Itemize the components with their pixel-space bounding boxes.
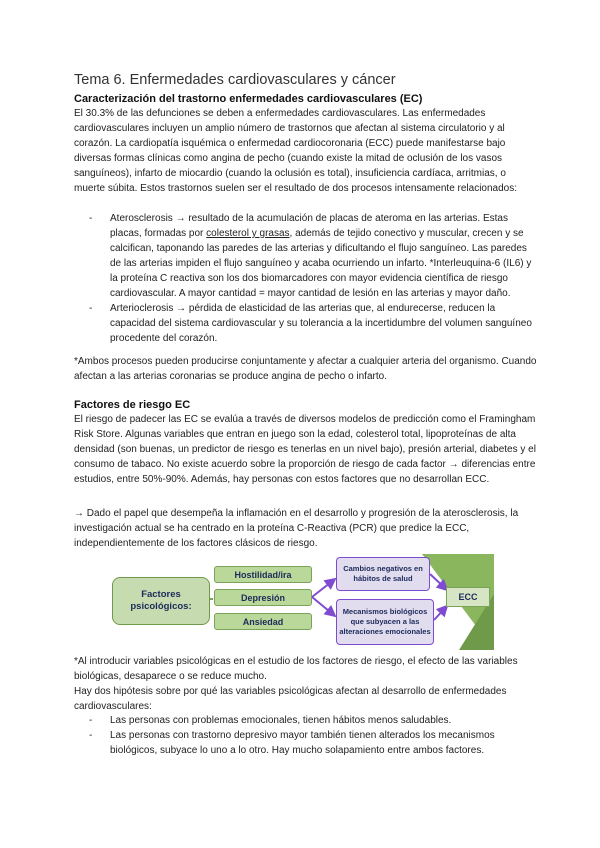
factores-psicologicos-box: Factores psicológicos: [112,577,210,625]
hypothesis-1-text: Las personas con problemas emocionales, tienen hábitos menos saludables. [110,715,452,726]
hypothesis-item-2 [74,728,538,758]
aterosclerosis-text-b: , además de tejido conectivo y muscular, crecen y se calcifican, taponando las paredes de las arterias y dificultando el flujo sanguíneo. Las paredes de las arterias impiden el flujo sanguíneo y acaba ocurriendo un infarto. *Interleuquina-6 (IL6) y la proteína C reactiva son los dos biomarcadores con mayor evidencia científica de riesgo cardiovascular. A mayor cantidad = mayor cantidad de lesión en las arterias y mayor daño. [110,228,532,299]
note-paragraph: *Ambos procesos pueden producirse conjuntamente y afectar a cualquier arteria del organismo. Cuando afectan a las arterias coronarias se produce angina de pecho o infarto. [74,356,537,382]
list-item-arterioclerosis [74,301,538,346]
arrow-to-cambios [312,579,335,597]
colesterol-underlined: colesterol y grasas [206,228,290,239]
hypothesis-2-text: Las personas con trastorno depresivo mayor también tienen alterados los mecanismos biológicos, subyace lo uno a lo otro. Hay mucho solapamiento entre ambos factores. [110,730,495,756]
cambios-negativos-box: Cambios negativos en hábitos de salud [336,557,430,591]
section-heading-factores: Factores de riesgo EC [74,399,191,411]
depresion-box: Depresión [214,589,312,606]
mecanismos-biologicos-box: Mecanismos biológicos que subyacen a las alteraciones emocionales [336,599,434,645]
hypothesis-item-1 [74,713,538,728]
hypotheses-intro-paragraph: Hay dos hipótesis sobre por qué las variables psicológicas afectan al desarrollo de enfermedades cardiovasculares: [74,686,507,712]
hostilidad-box: Hostilidad/ira [214,566,312,583]
arrow-mecanismos-ecc [434,606,447,620]
aterosclerosis-text-a: Aterosclerosis → resultado de la acumulación de placas de ateroma en las arterias. Estas placas, formadas por [110,213,508,239]
intro-paragraph: El 30.3% de las defunciones se deben a enfermedades cardiovasculares. Las enfermedades cardiovasculares incluyen un amplio número de trastornos que afectan al sistema circulatorio y al corazón. La cardiopatía isquémica o enfermedad cardiocoronaria (ECC) puede manifestarse bajo diversas formas clínicas como angina de pecho (cuando existe la mitad de oclusión de los vasos sanguíneos), infarto de miocardio (cuando la oclusión es total), insuficiencia cardíaca, arritmias, o muerte súbita. Estos trastornos suelen ser el resultado de dos procesos intensamente relacionados: [74,108,518,194]
arterioclerosis-text: Arterioclerosis → pérdida de elasticidad de las arterias que, al endurecerse, reducen la capacidad del sistema cardiovascular y su tolerancia a la incertidumbre del volumen sanguíneo procedente del corazón. [110,303,532,344]
section-heading-caracterizacion: Caracterización del trastorno enfermedades cardiovasculares (EC) [74,93,423,105]
ansiedad-box: Ansiedad [214,613,312,630]
variables-note-paragraph: *Al introducir variables psicológicas en el estudio de los factores de riesgo, el efecto de las variables biológicas, desaparece o se reduce mucho. [74,656,518,682]
psychological-factors-diagram [104,554,494,650]
ecc-box: ECC [446,587,490,607]
arrow-to-mecanismos [312,597,335,616]
page-title: Tema 6. Enfermedades cardiovasculares y cáncer [74,72,396,88]
process-list [74,211,538,346]
factores-paragraph: El riesgo de padecer las EC se evalúa a través de diversos modelos de predicción como el Framingham Risk Store. Algunas variables que entran en juego son la edad, colesterol total, lipoproteínas de alta densidad (son buenas, un predictor de riesgo es tenerlas en un nivel bajo), presión arterial, diabetes y el consumo de tabaco. No existe acuerdo sobre la proporción de riesgo de cada factor → diferencias entre estudios, entre 50%-90%. Además, hay personas con estos factores que no desarrollan ECC. [74,414,536,485]
pcr-paragraph: → Dado el papel que desempeña la inflamación en el desarrollo y progresión de la aterosclerosis, la investigación actual se ha centrado en la proteína C-Reactiva (PCR) que predice la ECC, independientemente de los factores clásicos de riesgo. [74,508,519,549]
arrow-cambios-ecc [430,574,447,590]
list-item-aterosclerosis [74,211,538,301]
hypotheses-list [74,713,538,758]
